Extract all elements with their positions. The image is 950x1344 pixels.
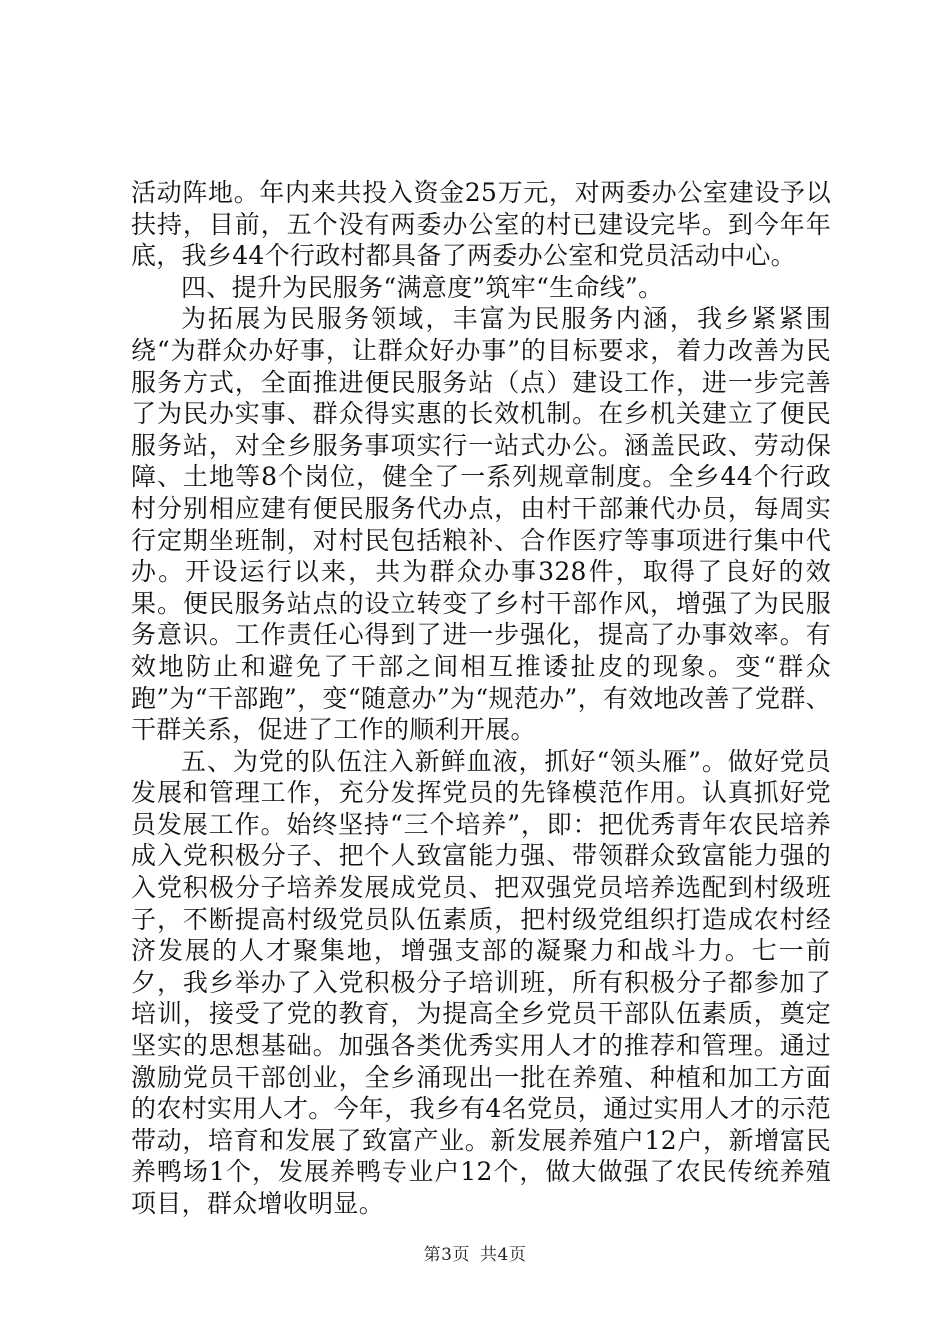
page-footer bbox=[0, 1240, 950, 1265]
paragraph-service: 为拓展为民服务领域，丰富为民服务内涵，我乡紧紧围绕“为群众办好事，让群众好办事”的目标要求，着力改善为民服务方式，全面推进便民服务站（点）建设工作，进一步完善了为民办实事、群众得实惠的长效机制。在乡机关建立了便民服务站，对全乡服务事项实行一站式办公。涵盖民政、劳动保障、土地等8个岗位，健全了一系列规章制度。全乡44个行政村分别相应建有便民服务代办点，由村干部兼代办员，每周实行定期坐班制，对村民包括粮补、合作医疗等事项进行集中代办。开设运行以来，共为群众办事328件，取得了良好的效果。便民服务站点的设立转变了乡村干部作风，增强了为民服务意识。工作责任心得到了进一步强化，提高了办事效率。有效地防止和避免了干部之间相互推诿扯皮的现象。变“群众跑”为“干部跑”，变“随意办”为“规范办”，有效地改善了党群、干群关系，促进了工作的顺利开展。 bbox=[131, 304, 831, 745]
paragraph-section-five: 五、为党的队伍注入新鲜血液，抓好“领头雁”。做好党员发展和管理工作，充分发挥党员的先锋模范作用。认真抓好党员发展工作。始终坚持“三个培养”，即：把优秀青年农民培养成入党积极分子、把个人致富能力强、带领群众致富能力强的入党积极分子培养发展成党员、把双强党员培养选配到村级班子，不断提高村级党员队伍素质，把村级党组织打造成农村经济发展的人才聚集地，增强支部的凝聚力和战斗力。七一前夕，我乡举办了入党积极分子培训班，所有积极分子都参加了培训，接受了党的教育，为提高全乡党员干部队伍素质，奠定坚实的思想基础。加强各类优秀实用人才的推荐和管理。通过激励党员干部创业，全乡涌现出一批在养殖、种植和加工方面的农村实用人才。今年，我乡有4名党员，通过实用人才的示范带动，培育和发展了致富产业。新发展养殖户12户，新增富民养鸭场1个，发展养鸭专业户12个，做大做强了农民传统养殖项目，群众增收明显。 bbox=[131, 746, 831, 1218]
paragraph-continuation: 活动阵地。年内来共投入资金25万元，对两委办公室建设予以扶持，目前，五个没有两委办公室的村已建设完毕。到今年年底，我乡44个行政村都具备了两委办公室和党员活动中心。 bbox=[131, 178, 831, 271]
section-heading-four: 四、提升为民服务“满意度”筑牢“生命线”。 bbox=[181, 272, 664, 302]
page-number: 第3页 bbox=[423, 1245, 470, 1265]
body-text bbox=[131, 177, 831, 1220]
page-total: 共4页 bbox=[480, 1245, 527, 1265]
